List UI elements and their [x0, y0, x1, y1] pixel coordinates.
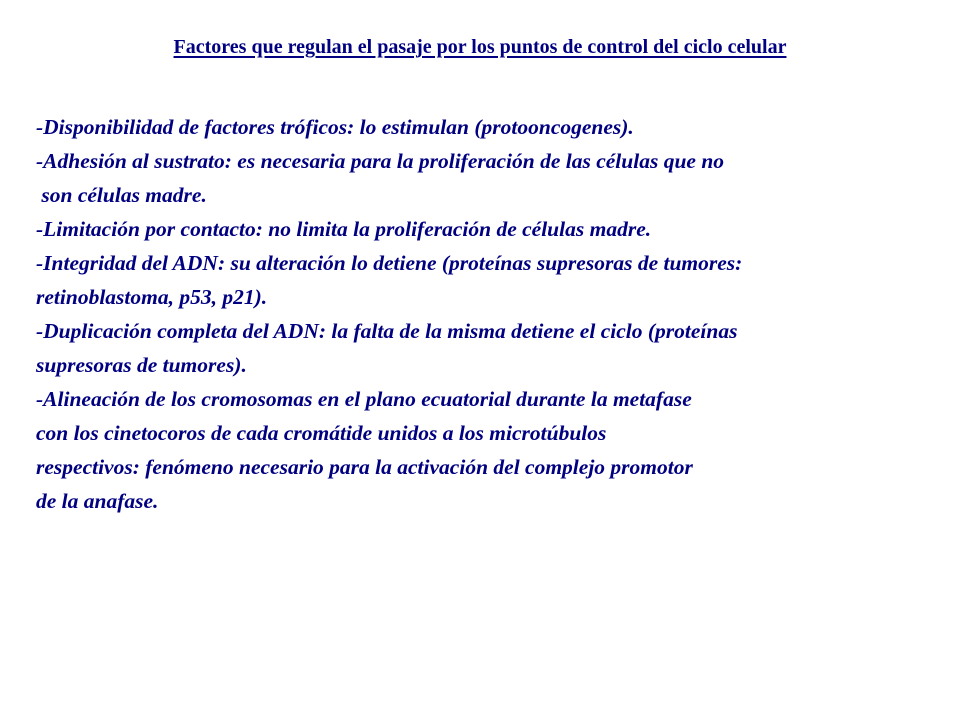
text-line: con los cinetocoros de cada cromátide unidos a los microtúbulos — [36, 421, 607, 445]
text-line: respectivos: fenómeno necesario para la activación del complejo promotor — [36, 455, 693, 479]
text-line: -Disponibilidad de factores tróficos: lo estimulan (protooncogenes). — [36, 115, 634, 139]
text-line: de la anafase. — [36, 489, 159, 513]
text-line: -Integridad del ADN: su alteración lo detiene (proteínas supresoras de tumores: — [36, 251, 743, 275]
slide-title: Factores que regulan el pasaje por los puntos de control del ciclo celular — [173, 36, 787, 58]
text-line: -Alineación de los cromosomas en el plano ecuatorial durante la metafase — [36, 387, 692, 411]
text-line: -Duplicación completa del ADN: la falta de la misma detiene el ciclo (proteínas — [36, 319, 738, 343]
text-line: -Adhesión al sustrato: es necesaria para la proliferación de las células que no — [36, 149, 725, 173]
slide-body — [36, 110, 936, 518]
text-line: supresoras de tumores). — [36, 353, 247, 377]
text-line: retinoblastoma, p53, p21). — [36, 285, 268, 309]
text-line: son células madre. — [36, 183, 207, 207]
text-line: -Limitación por contacto: no limita la proliferación de células madre. — [36, 217, 652, 241]
